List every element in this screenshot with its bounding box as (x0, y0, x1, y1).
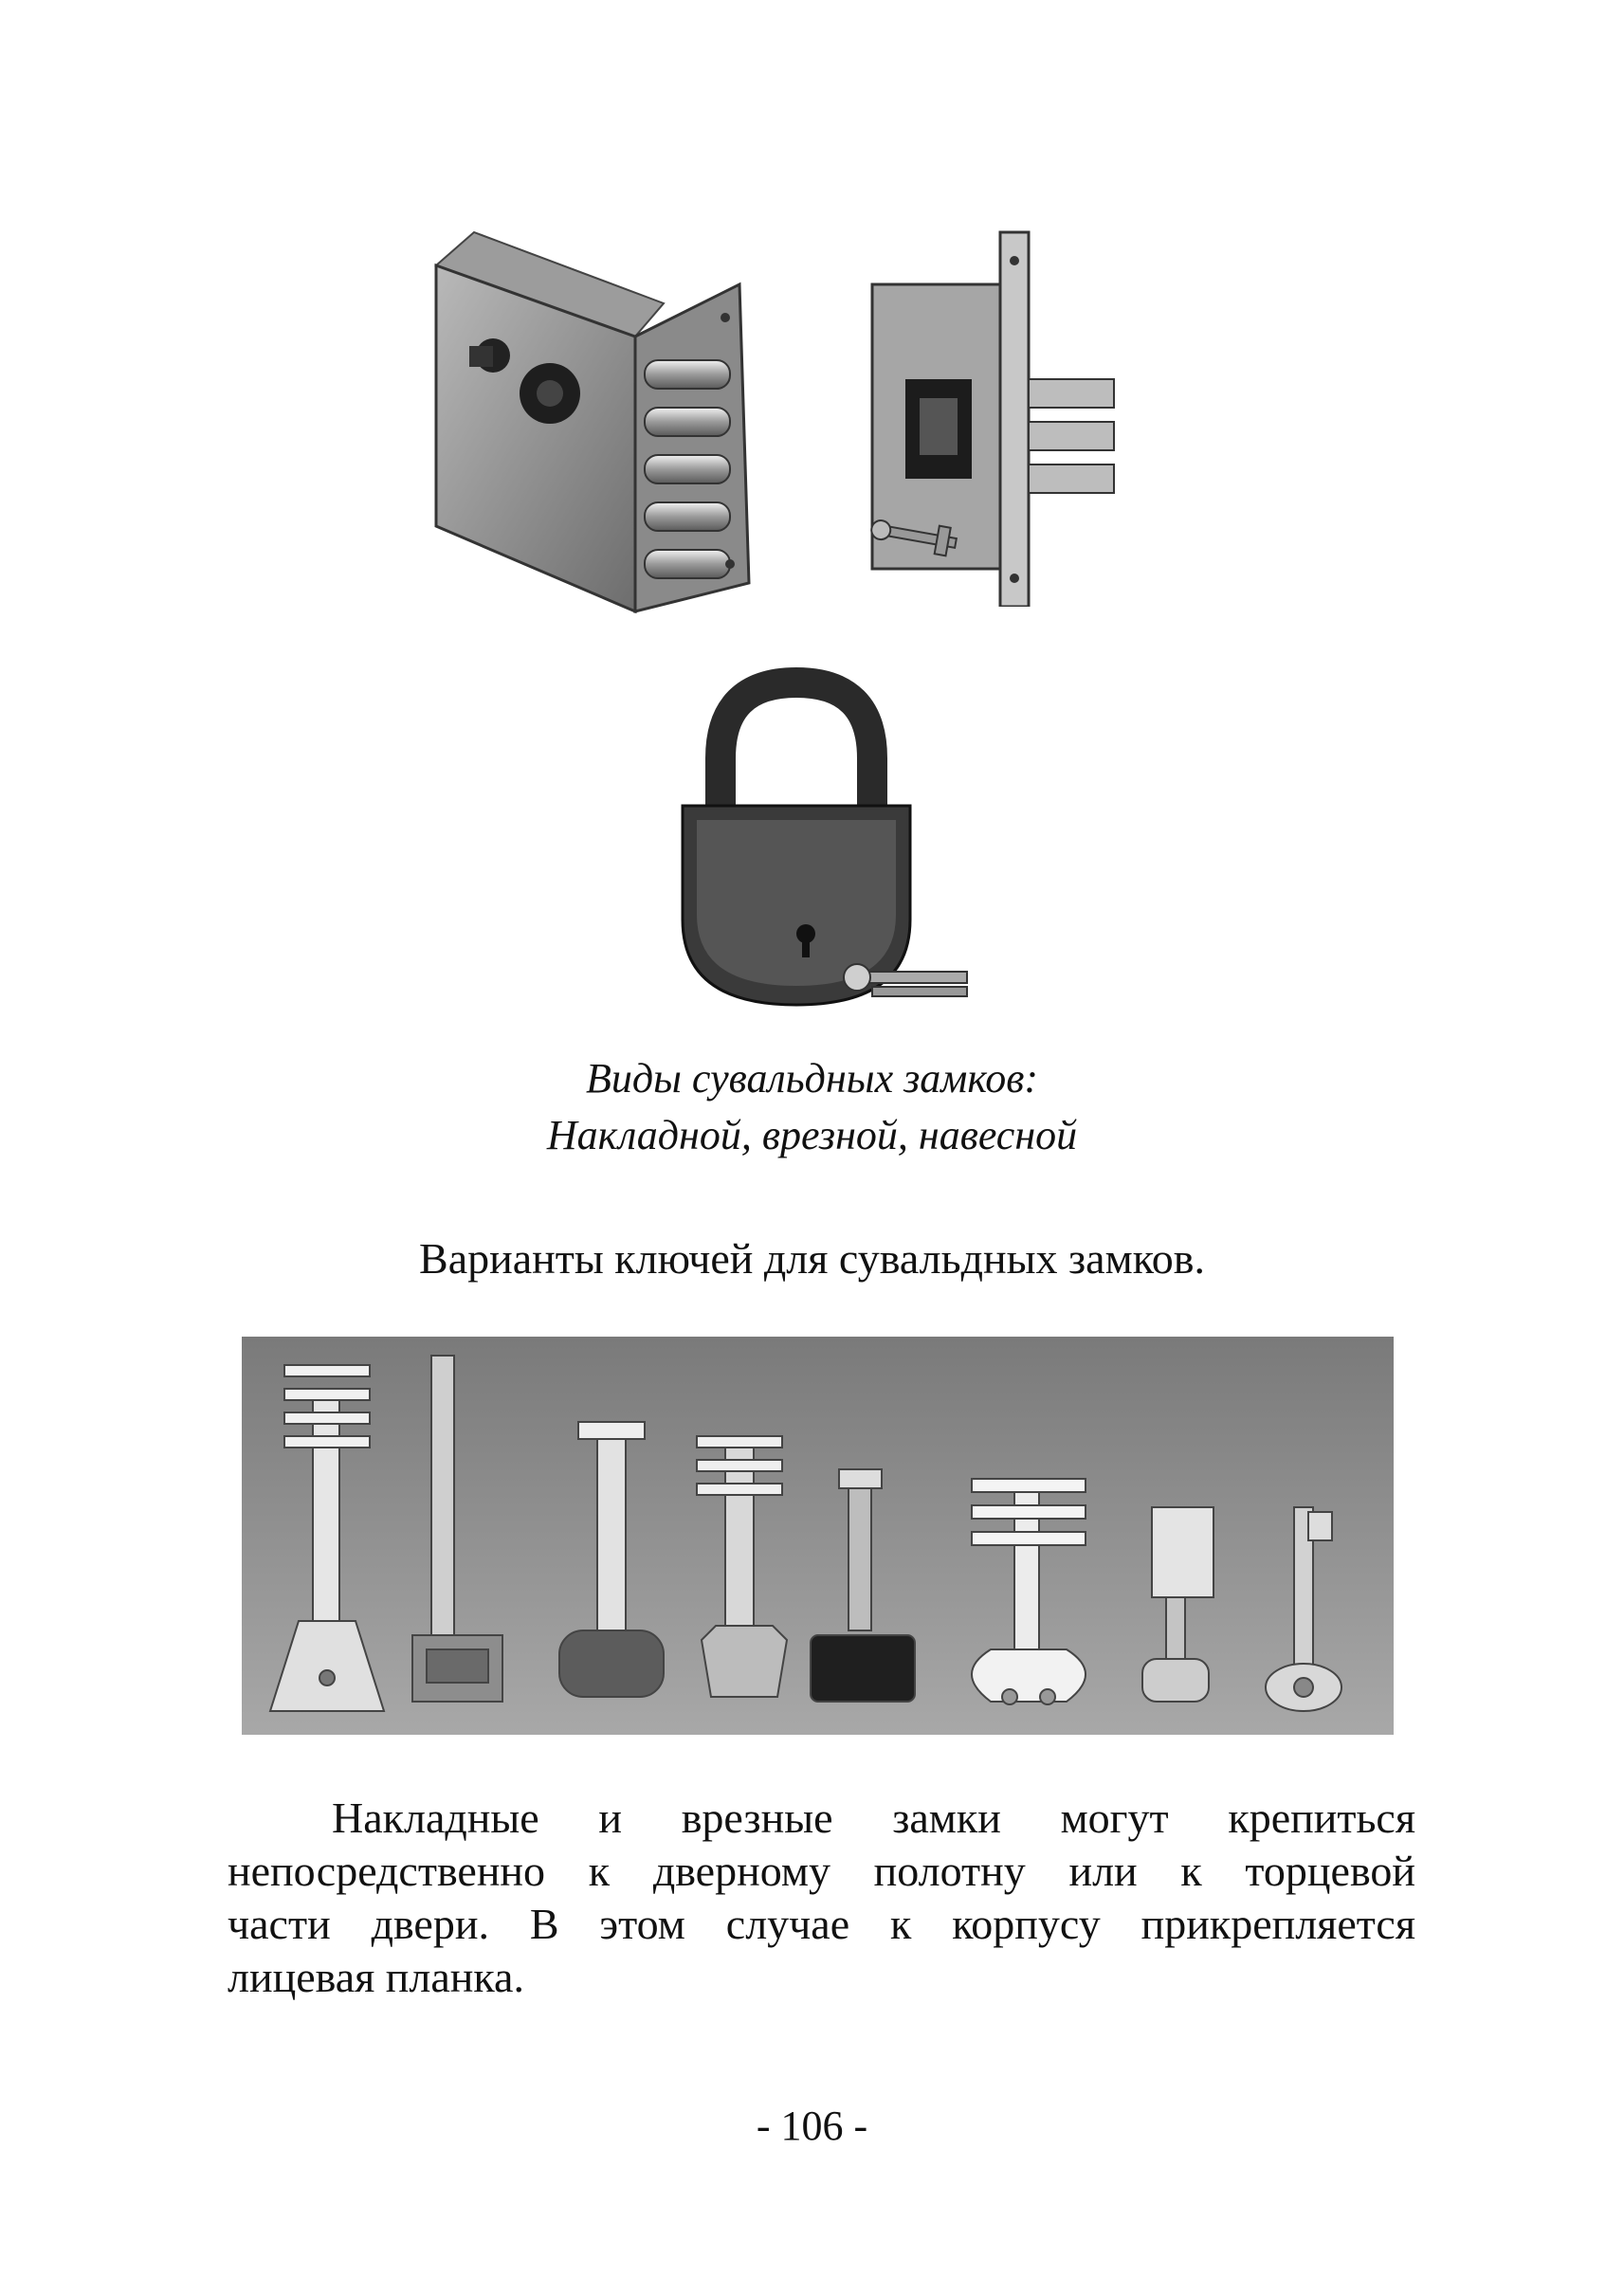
page-number: - 106 - (756, 2103, 868, 2149)
paragraph-line-3: части двери. В этом случае к корпусу прикрепляется (228, 1900, 1415, 1948)
paragraph-line-1: Накладные и врезные замки могут крепиться (332, 1794, 1415, 1842)
figure-caption-line-2: Накладной, врезной, навесной (546, 1112, 1078, 1158)
keys-heading: Варианты ключей для сувальдных замков. (419, 1234, 1205, 1283)
mortise-lock-photo (853, 228, 1138, 607)
paragraph-line-4: лицевая планка. (228, 1953, 524, 2001)
rim-lock-photo (417, 213, 777, 630)
keys-photo (242, 1337, 1394, 1735)
figure-caption-line-1: Виды сувальдных замков: (585, 1055, 1039, 1102)
body-paragraph (228, 1792, 1415, 2004)
paragraph-line-2: непосредственно к дверному полотну или к торцевой (228, 1847, 1415, 1895)
padlock-photo (664, 664, 1005, 1043)
